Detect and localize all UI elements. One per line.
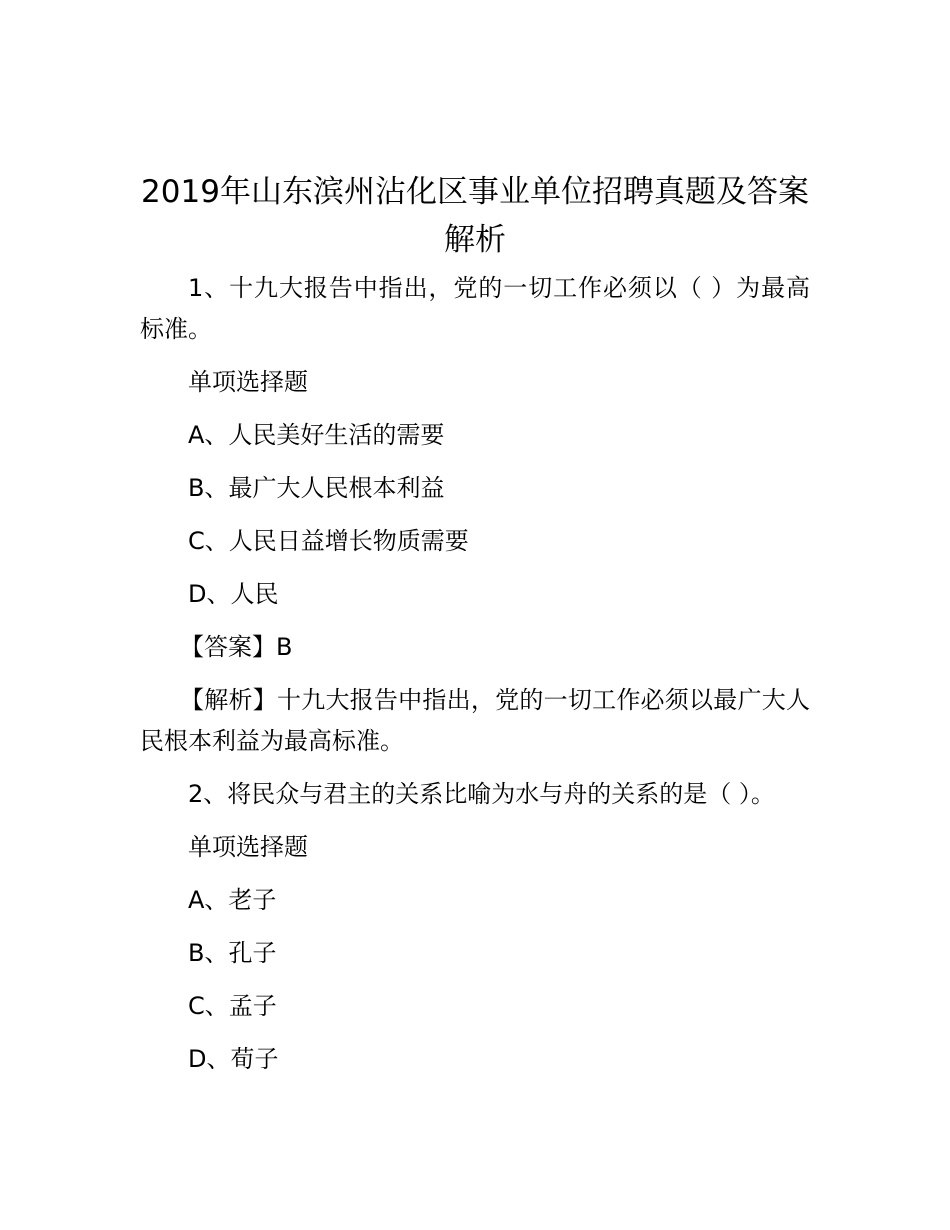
document-body (140, 268, 810, 1092)
question-2-option-b: B、孔子 (188, 939, 277, 967)
question-1-option-b: B、最广大人民根本利益 (188, 474, 445, 502)
question-2-option-a: A、老子 (188, 886, 277, 914)
question-1-option-c: C、人民日益增长物质需要 (188, 527, 469, 555)
question-1-stem: 1、十九大报告中指出，党的一切工作必须以（ ）为最高标准。 (140, 274, 810, 343)
question-1-option-d: D、人民 (188, 580, 279, 608)
document-title: 2019年山东滨州沾化区事业单位招聘真题及答案解析 (141, 174, 809, 258)
question-2-type: 单项选择题 (188, 833, 308, 861)
question-2-stem: 2、将民众与君主的关系比喻为水与舟的关系的是（ ）。 (188, 780, 775, 808)
question-1-option-a: A、人民美好生活的需要 (188, 421, 445, 449)
question-1-type: 单项选择题 (188, 368, 308, 396)
question-2-option-c: C、孟子 (188, 992, 277, 1020)
question-2-option-d: D、荀子 (188, 1045, 279, 1073)
question-1-analysis: 【解析】十九大报告中指出，党的一切工作必须以最广大人民根本利益为最高标准。 (140, 686, 810, 755)
question-1-answer: 【答案】B (180, 633, 293, 661)
